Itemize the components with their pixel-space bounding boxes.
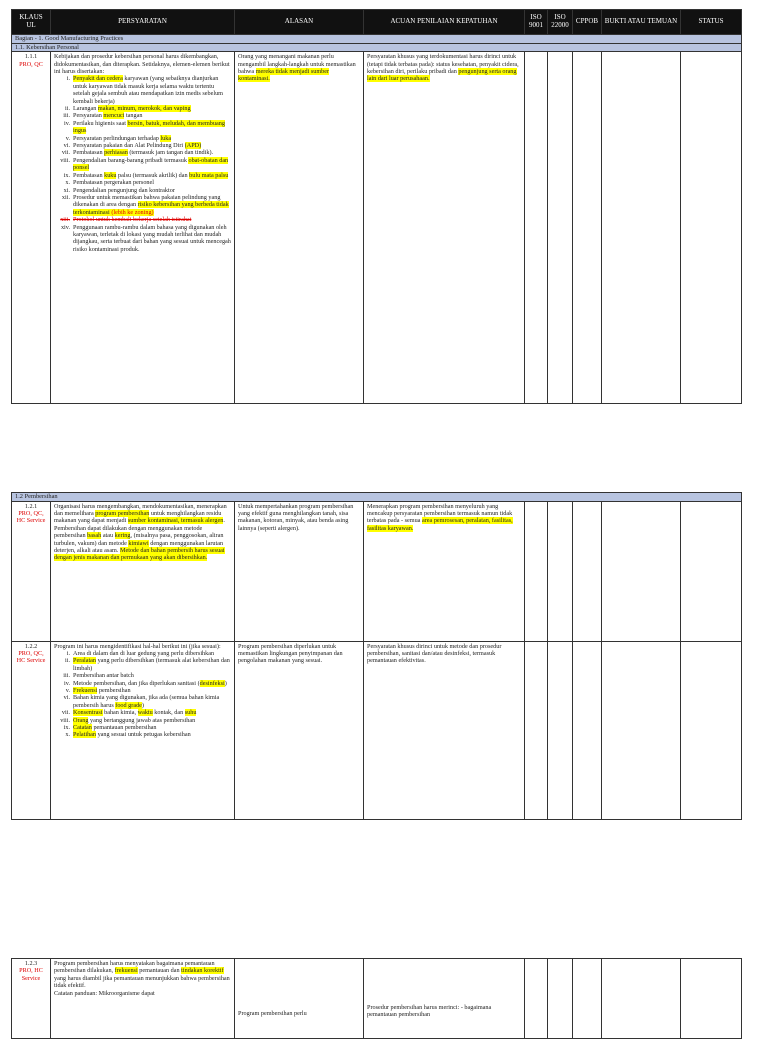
list-item: x. Pelatihan yang sesuai untuk petugas kebersihan [65,731,191,739]
cppob-cell[interactable] [573,641,602,819]
clause-cell [12,641,51,819]
table-row [12,501,742,641]
col-iso9001: ISO 9001 [525,10,548,35]
col-acuan: ACUAN PENILAIAN KEPATUHAN [364,10,525,35]
iso9001-cell[interactable] [525,501,548,641]
col-klausul: KLAUS UL [12,10,51,35]
clause-cell [12,52,51,404]
cppob-cell[interactable] [573,501,602,641]
list-item: viii. Orang yang bertanggung jawab atas pembersihan [60,716,196,724]
reason-cell: Program pembersihan perlu [235,959,364,1039]
section-heading: Bagian - 1. Good Manufacturing Practices [12,35,742,44]
table-row [12,959,742,1039]
status-cell[interactable] [681,52,742,404]
list-item: iii. Persyaratan mencuci tangan [63,112,143,120]
table-block-1 [11,9,741,404]
requirement-cell: Organisasi harus mengembangkan, mendokumentasikan, menerapkan dan memelihara program pembersihan untuk menghilangkan residu makanan yang dapat menjadi sumber kontaminasi, termasuk alergen. Pembersihan dapat dilakukan dengan menggunakan metode pembersihan basah atau kering, (misalnya pasa, penggosokan, aliran turbulen, vakum) dan metode kimiawi dengan menggunakan larutan deterjen, alkali atau asam. Metode dan bahan pembersih harus sesuai dengan jenis makanan dan permukaan yang akan dibersihkan. [51,501,235,641]
iso9001-cell[interactable] [525,52,548,404]
iso22000-cell[interactable] [548,641,573,819]
requirement-intro: Program ini harus mengidentifikasi hal-hal berikut ini (jika sesuai): [54,642,221,650]
iso22000-cell[interactable] [548,501,573,641]
list-item: ii. Larangan makan, minum, merokok, dan vaping [65,105,191,113]
table-row [12,52,742,404]
clause-number: 1.2.1 [24,502,38,510]
requirements-table-2 [11,492,742,820]
clause-number: 1.1.1 [24,53,38,61]
requirement-cell [51,641,235,819]
list-item: i. Penyakit dan cedera karyawan (yang sebaiknya dianjurkan untuk karyawan tidak masuk kerja selama waktu tertentu setelah gejala sembuh atau mendapatkan izin medis sebelum kembali bekerja) [66,75,223,105]
list-item: xi. Pengendalian pengunjung dan kontraktor [63,186,175,194]
list-item-struck: xiii. Protokol untuk kembali bekerja setelah istirahat [60,216,192,224]
evidence-cell[interactable] [602,501,681,641]
iso22000-cell[interactable] [548,52,573,404]
table-block-3 [11,958,741,1039]
reason-cell: Program pembersihan diperlukan untuk memastikan lingkungan penyimpanan dan pengolahan makanan yang sesuai. [235,641,364,819]
requirements-table-1 [11,9,742,404]
requirement-list [54,650,231,739]
list-item: i. Area di dalam dan di luar gedung yang perlu dibersihkan [66,650,215,657]
iso9001-cell[interactable] [525,959,548,1039]
status-cell[interactable] [681,959,742,1039]
list-item: ix. Pembatasan kuku palsu (termasuk akrilik) dan bulu mata palsu [63,171,229,179]
clause-number: 1.2.2 [24,642,38,650]
list-item: vi. Bahan kimia yang digunakan, jika ada (semua bahan kimia pembersih harus food grade) [63,694,220,709]
status-cell[interactable] [681,641,742,819]
assessment-cell: Prosedur pembersihan harus merinci: - bagaimana pemantauan pembersihan [364,959,525,1039]
requirement-intro: Kebijakan dan prosedur kebersihan personal harus dikembangkan, didokumentasikan, dan diterapkan. Setidaknya, elemen-elemen berikut ini harus disertakan: [54,53,230,75]
col-bukti: BUKTI ATAU TEMUAN [602,10,681,35]
list-item: xii. Prosedur untuk memastikan bahwa pakaian pelindung yang dikenakan di area dengan risiko kebersihan yang berbeda tidak terkontaminasi (lebih ke zoning) [61,193,229,216]
list-item: vi. Persyaratan pakaian dan Alat Pelindung Diri (APD) [63,142,202,150]
table-block-2 [11,492,741,820]
list-item: ii. Peralatan yang perlu dibersihkan (termasuk alat kebersihan dan limbah) [65,657,230,672]
evidence-cell[interactable] [602,641,681,819]
col-status: STATUS [681,10,742,35]
list-item: ix. Catatan pemantauan pembersihan [63,724,157,732]
list-item: viii. Pengendalian barang-barang pribadi termasuk obat-obatan dan ponsel [60,156,229,172]
clause-number: 1.2.3 [24,960,38,967]
col-alasan: ALASAN [235,10,364,35]
reason-cell: Untuk mempertahankan program pembersihan yang efektif guna menghilangkan tanah, sisa makanan, kotoran, minyak, atau benda asing lainnya (seperti alergen). [235,501,364,641]
list-item: v. Frekuensi pembersihan [65,687,131,695]
clause-cell [12,501,51,641]
iso22000-cell[interactable] [548,959,573,1039]
requirement-cell: Program pembersihan harus menyatakan bagaimana pemantauan pembersihan dilakukan, frekuensi pemantauan dan tindakan korektif yang harus diambil jika pemantauan menunjukkan bahwa pembersihan tidak efektif. Catatan panduan: Mikroorganisme dapat [51,959,235,1039]
col-cppob: CPPOB [573,10,602,35]
iso9001-cell[interactable] [525,641,548,819]
list-item: v. Persyaratan perlindungan terhadap luka [65,134,172,142]
clause-dept: PRO, QC, HC Service [16,650,46,665]
evidence-cell[interactable] [602,959,681,1039]
cppob-cell[interactable] [573,52,602,404]
requirement-list [54,75,231,253]
table-row [12,641,742,819]
clause-dept: PRO, QC [19,60,43,68]
subsection-heading: 1.2 Pembersihan [12,493,742,502]
list-item: x. Pembatasan pergerakan personel [65,179,154,187]
list-item: iii. Pembersihan antar batch [63,672,134,680]
requirements-table-3 [11,958,742,1039]
assessment-cell: Persyaratan khusus dirinci untuk metode dan prosedur pembersihan, sanitasi dan/atau desinfeksi, termasuk pemantauan efektivitas. [364,641,525,819]
evidence-cell[interactable] [602,52,681,404]
assessment-cell: Persyaratan khusus yang terdokumentasi harus dirinci untuk (tetapi tidak terbatas pada): status kesehatan, penyakit cidera, kebersihan diri, perilaku pribadi dan pengunjung serta orang lain dari luar perusahaan. [364,52,525,404]
requirement-cell [51,52,235,404]
clause-dept: PRO, HC Service [19,967,43,982]
cppob-cell[interactable] [573,959,602,1039]
subsection-heading: 1.1. Kebersihan Personal [12,43,742,52]
assessment-cell: Menerapkan program pembersihan menyeluruh yang mencakup persyaratan pembersihan termasuk namun tidak terbatas pada - semua area pemrosesan, peralatan, fasilitas, fasilitas karyawan. [364,501,525,641]
reason-cell: Orang yang menangani makanan perlu mengambil langkah-langkah untuk memastikan bahwa mereka tidak menjadi sumber kontaminasi. [235,52,364,404]
list-item: xiv. Penggunaan rambu-rambu dalam bahasa yang digunakan oleh karyawan, terletak di lokasi yang mudah terlihat dan mudah dijangkau, serta terbuat dari bahan yang sesuai untuk mencegah risiko kontaminasi produk. [60,223,231,253]
list-item: vii. Pembatasan perhiasan (termasuk jam tangan dan tindik). [61,149,214,157]
col-iso22000: ISO 22000 [548,10,573,35]
header-row [12,10,742,35]
list-item: iv. Metode pembersihan, dan jika diperlukan sanitasi (desinfeksi) [64,679,227,687]
clause-cell [12,959,51,1039]
list-item: vii. Konsentrasi bahan kimia, waktu kontak, dan suhu [61,709,197,717]
clause-dept: PRO, QC, HC Service [16,510,46,525]
list-item: iv. Perilaku higienis saat bersin, batuk, meludah, dan membuang ingus [64,119,225,135]
status-cell[interactable] [681,501,742,641]
col-persyaratan: PERSYARATAN [51,10,235,35]
